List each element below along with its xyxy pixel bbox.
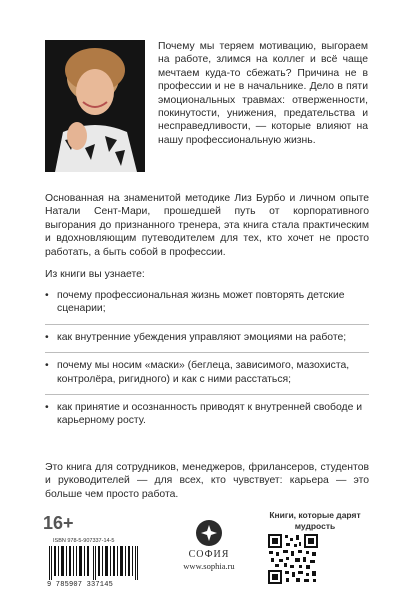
- closing-paragraph: Это книга для сотрудников, менеджеров, фрилансеров, студентов и руководителей — для всех, кто чувствует: карьера — это больше чем просто работа.: [45, 462, 369, 500]
- list-item: • почему мы носим «маски» (беглеца, зависимого, мазохиста, контролёра, ригидного) и как с ними расстаться;: [45, 359, 369, 395]
- publisher-tagline: Книги, которые дарят мудрость: [269, 510, 361, 531]
- age-rating: 16+: [43, 513, 74, 533]
- barcode-digits: 9 785907 337145: [47, 581, 114, 589]
- benefits-list: [45, 289, 369, 442]
- publisher-site: www.sophia.ru: [183, 561, 235, 571]
- author-photo: [45, 40, 145, 172]
- list-item: • как внутренние убеждения управляют эмоциями на работе;: [45, 331, 369, 353]
- barcode-bars: [47, 546, 147, 580]
- list-item: • почему профессиональная жизнь может повторять детские сценарии;: [45, 289, 369, 325]
- intro-paragraph: Почему мы теряем мотивацию, выгораем на работе, злимся на коллег и всё чаще мечтаем куда-то сбежать? Причина не в профессии и не в начальнике. Дело в пяти эмоциональных травмах: отверженности, покинутости, унижения, предательства и несправедливости, — которые влияют на нашу профессиональную жизнь.: [158, 41, 368, 146]
- list-item: • как принятие и осознанность приводят к внутренней свободе и карьерному росту.: [45, 401, 369, 436]
- list-heading: Из книги вы узнаете:: [45, 269, 145, 280]
- main-paragraph: Основанная на знаменитой методике Лиз Бурбо и личном опыте Натали Сент-Мари, прошедшей путь от корпоративного выгорания до признанного тренера, эта книга стала практическим и вдохновляющим путеводителем для тех, кто хочет не просто работать, а быть собой в профессии.: [45, 193, 369, 258]
- publisher-name: СОФИЯ: [188, 549, 230, 560]
- barcode: [45, 538, 151, 590]
- qr-code: [268, 534, 318, 584]
- publisher-logo: [183, 520, 235, 571]
- isbn-label: ISBN 978-5-907337-14-5: [53, 538, 115, 544]
- publisher-emblem-icon: [196, 520, 222, 546]
